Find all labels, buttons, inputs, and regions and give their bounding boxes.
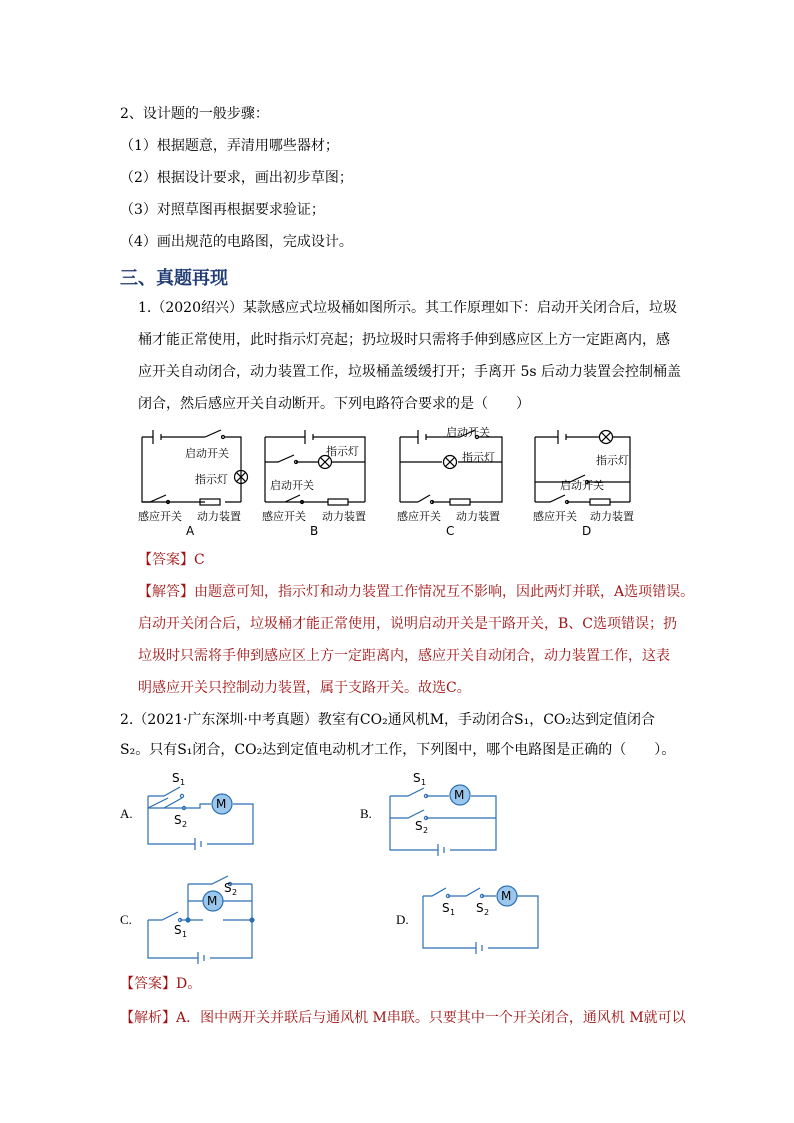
svg-text:2: 2 — [232, 888, 238, 897]
svg-text:1: 1 — [421, 778, 427, 787]
b-s1: S — [413, 771, 421, 785]
q2-option-c: C. — [120, 912, 132, 927]
motor-a: M — [216, 797, 227, 811]
q1-circuits — [130, 425, 670, 540]
c-s2: S — [224, 881, 232, 895]
q1-analysis-2: 启动开关闭合后，垃圾桶才能正常使用，说明启动开关是干路开关，B、C选项错误；扔 — [138, 616, 677, 632]
b-sensor-label: 感应开关 — [262, 510, 306, 523]
q2-circuits — [140, 768, 560, 968]
motor-circuit-c — [148, 876, 254, 964]
section-title: 三、真题再现 — [120, 268, 228, 289]
q1-analysis-1: 【解答】由题意可知，指示灯和动力装置工作情况互不影响，因此两灯并联，A选项错误。 — [138, 584, 695, 600]
d-s1: S — [442, 901, 450, 915]
option-b: B — [310, 524, 319, 538]
step-1: （1）根据题意，弄清用哪些器材； — [120, 138, 339, 154]
option-d: D — [582, 524, 592, 538]
step-3: （3）对照草图再根据要求验证； — [120, 202, 325, 218]
q2-line-2: S₂。只有S₁闭合，CO₂达到定值电动机才工作，下列图中，哪个电路图是正确的（ ）。 — [120, 742, 676, 758]
d-motor-label: 动力装置 — [590, 510, 634, 523]
b-start-label: 启动开关 — [270, 479, 314, 492]
b-lamp-label: 指示灯 — [326, 445, 359, 458]
step-4: （4）画出规范的电路图，完成设计。 — [120, 234, 353, 250]
svg-text:1: 1 — [182, 930, 188, 939]
steps-title: 2、设计题的一般步骤： — [120, 106, 269, 122]
motor-b: M — [454, 788, 465, 802]
d-lamp-label: 指示灯 — [596, 454, 629, 467]
motor-c: M — [207, 894, 218, 908]
a-lamp-label: 指示灯 — [195, 473, 228, 486]
step-2: （2）根据设计要求，画出初步草图； — [120, 170, 353, 186]
b-s2: S — [415, 819, 423, 833]
option-c: C — [446, 524, 455, 538]
option-a: A — [186, 524, 195, 538]
q1-line-3: 应开关自动闭合，动力装置工作，垃圾桶盖缓缓打开；手离开 5s 后动力装置会控制桶盖 — [138, 364, 681, 380]
circuit-d — [535, 430, 630, 505]
svg-text:1: 1 — [450, 908, 456, 917]
svg-text:1: 1 — [180, 778, 186, 787]
q2-option-d: D. — [396, 912, 409, 927]
motor-circuit-b — [390, 785, 496, 856]
a-motor-label: 动力装置 — [197, 510, 241, 523]
motor-circuit-a — [148, 787, 253, 850]
q1-line-1: 1.（2020绍兴）某款感应式垃圾桶如图所示。其工作原理如下：启动开关闭合后，垃圾 — [138, 300, 677, 316]
c-s1: S — [174, 923, 182, 937]
q2-option-b: B. — [360, 806, 372, 821]
a-sensor-label: 感应开关 — [138, 510, 182, 523]
c-lamp-label: 指示灯 — [462, 451, 495, 464]
q1-answer: 【答案】C — [138, 552, 205, 568]
d-start-label: 启动开关 — [560, 479, 604, 492]
c-sensor-label: 感应开关 — [397, 510, 441, 523]
a-s1: S — [172, 771, 180, 785]
circuit-c — [400, 430, 502, 505]
svg-text:2: 2 — [484, 908, 490, 917]
svg-text:2: 2 — [423, 826, 429, 835]
c-start-label: 启动开关 — [446, 426, 490, 439]
c-motor-label: 动力装置 — [456, 510, 500, 523]
svg-text:2: 2 — [182, 820, 188, 829]
q2-option-a: A. — [120, 806, 133, 821]
circuit-b — [265, 430, 365, 505]
q2-answer: 【答案】D。 — [120, 976, 202, 992]
q2-line-1: 2.（2021·广东深圳·中考真题）教室有CO₂通风机M，手动闭合S₁，CO₂达到定值闭合 — [120, 712, 656, 728]
a-s2: S — [174, 813, 182, 827]
q1-line-2: 桶才能正常使用，此时指示灯亮起；扔垃圾时只需将手伸到感应区上方一定距离内，感 — [138, 332, 670, 348]
motor-circuit-d — [423, 886, 538, 954]
q1-analysis-3: 垃圾时只需将手伸到感应区上方一定距离内，感应开关自动闭合，动力装置工作，这表 — [138, 648, 670, 664]
motor-d: M — [501, 889, 512, 903]
q2-analysis: 【解析】A．图中两开关并联后与通风机 M串联。只要其中一个开关闭合，通风机 M就可以 — [120, 1010, 686, 1026]
circuit-a — [142, 430, 248, 505]
b-motor-label: 动力装置 — [322, 510, 366, 523]
d-sensor-label: 感应开关 — [533, 510, 577, 523]
d-s2: S — [476, 901, 484, 915]
q1-line-4: 闭合，然后感应开关自动断开。下列电路符合要求的是（ ） — [138, 396, 530, 412]
a-start-label: 启动开关 — [185, 447, 229, 460]
q1-analysis-4: 明感应开关只控制动力装置，属于支路开关。故选C。 — [138, 680, 471, 696]
